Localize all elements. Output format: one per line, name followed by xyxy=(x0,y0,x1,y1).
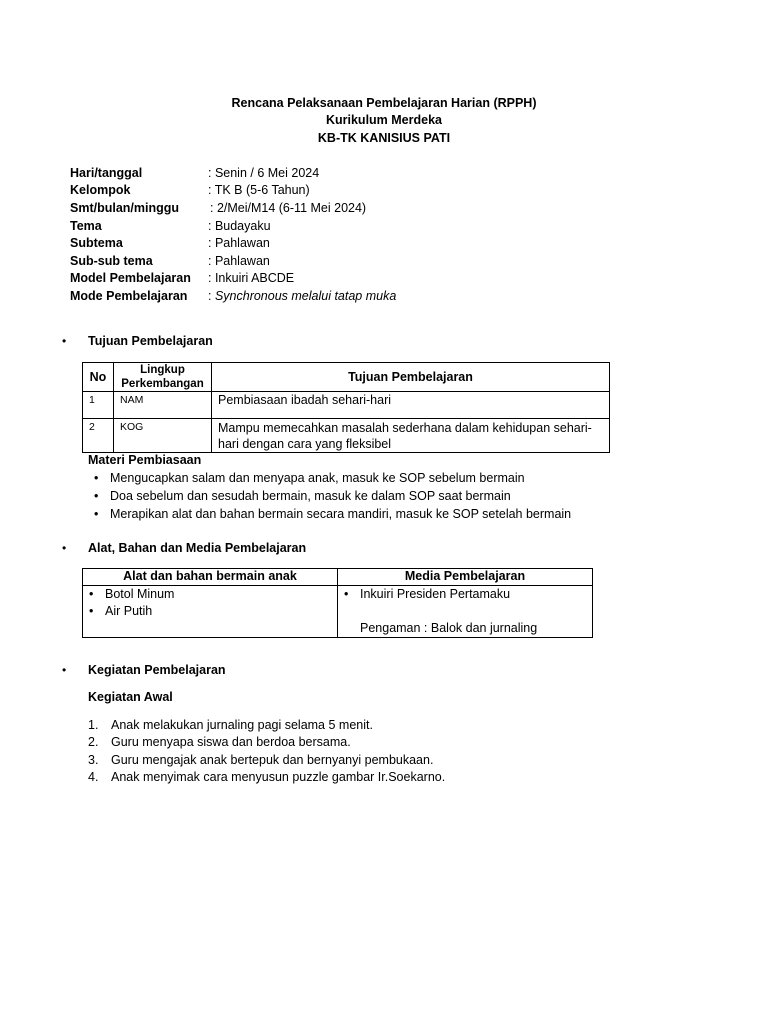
alat-header-col1: Alat dan bahan bermain anak xyxy=(83,569,338,586)
tujuan-cell-no: 2 xyxy=(83,419,114,453)
info-label-mode: Mode Pembelajaran xyxy=(70,289,188,303)
materi-list xyxy=(90,470,650,523)
alat-table xyxy=(82,568,593,638)
alat-cell-col1 xyxy=(83,586,338,638)
section-heading-alat: Alat, Bahan dan Media Pembelajaran xyxy=(88,541,307,555)
tujuan-header-no: No xyxy=(83,363,114,392)
info-value-subtema: : Pahlawan xyxy=(208,236,270,250)
tujuan-header-tujuan: Tujuan Pembelajaran xyxy=(212,363,610,392)
step-text: Guru menyapa siswa dan berdoa bersama. xyxy=(111,735,351,749)
info-value-mode-prefix: : xyxy=(208,289,215,303)
step-number: 1. xyxy=(88,718,99,732)
tujuan-table-header-row xyxy=(83,363,610,392)
section-heading-kegiatan: Kegiatan Pembelajaran xyxy=(88,663,226,677)
doc-title: Rencana Pelaksanaan Pembelajaran Harian (RPPH) xyxy=(231,96,537,110)
step-text: Guru mengajak anak bertepuk dan bernyanyi pembukaan. xyxy=(111,753,434,767)
tujuan-table xyxy=(82,362,610,453)
info-label-subtema: Subtema xyxy=(70,236,123,250)
tujuan-cell-no: 1 xyxy=(83,392,114,419)
alat-cell-col2 xyxy=(338,586,593,638)
info-label-model: Model Pembelajaran xyxy=(70,271,191,285)
tujuan-header-lingkup-line1: Lingkup xyxy=(140,364,185,376)
info-label-smt: Smt/bulan/minggu xyxy=(70,201,180,215)
table-row xyxy=(83,392,610,419)
list-item: • Merapikan alat dan bahan bermain secara mandiri, masuk ke SOP setelah bermain xyxy=(90,506,650,523)
media-note: Pengaman : Balok dan jurnaling xyxy=(360,621,538,635)
doc-subtitle-curriculum: Kurikulum Merdeka xyxy=(325,113,442,127)
info-label-tema: Tema xyxy=(70,219,102,233)
list-item: • Doa sebelum dan sesudah bermain, masuk ke dalam SOP saat bermain xyxy=(90,488,650,505)
info-value-kelompok: : TK B (5-6 Tahun) xyxy=(208,183,310,197)
bullet-icon: • xyxy=(62,334,67,348)
media-list xyxy=(340,586,586,603)
step-number: 3. xyxy=(88,753,99,767)
materi-heading: Materi Pembiasaan xyxy=(88,453,202,467)
info-label-hari: Hari/tanggal xyxy=(70,166,143,180)
list-item: • Mengucapkan salam dan menyapa anak, masuk ke SOP sebelum bermain xyxy=(90,470,650,487)
list-item: • Inkuiri Presiden Pertamaku xyxy=(340,586,586,603)
tujuan-cell-lingkup: NAM xyxy=(114,392,212,419)
tujuan-cell-lingkup: KOG xyxy=(114,419,212,453)
info-value-model: : Inkuiri ABCDE xyxy=(208,271,295,285)
info-value-subsubtema: : Pahlawan xyxy=(208,254,270,268)
info-value-smt: : 2/Mei/M14 (6-11 Mei 2024) xyxy=(210,201,367,215)
info-value-mode-italic: Synchronous melalui tatap muka xyxy=(214,289,397,303)
step-number: 4. xyxy=(88,770,99,784)
tujuan-header-lingkup xyxy=(114,363,212,392)
table-row xyxy=(83,419,610,453)
info-value-mode xyxy=(208,289,396,303)
kegiatan-awal-heading: Kegiatan Awal xyxy=(88,690,173,704)
bullet-icon: • xyxy=(62,663,67,677)
section-heading-tujuan: Tujuan Pembelajaran xyxy=(88,334,213,348)
step-text: Anak melakukan jurnaling pagi selama 5 menit. xyxy=(111,718,373,732)
info-value-hari: : Senin / 6 Mei 2024 xyxy=(208,166,320,180)
tujuan-cell-tujuan: Pembiasaan ibadah sehari-hari xyxy=(212,392,610,419)
step-number: 2. xyxy=(88,735,99,749)
list-item: • Botol Minum xyxy=(85,586,331,603)
tujuan-header-lingkup-line2: Perkembangan xyxy=(121,378,204,390)
info-value-tema: : Budayaku xyxy=(208,219,271,233)
alat-bahan-list xyxy=(85,586,331,620)
step-text: Anak menyimak cara menyusun puzzle gambar Ir.Soekarno. xyxy=(111,770,446,784)
tujuan-cell-tujuan: Mampu memecahkan masalah sederhana dalam kehidupan sehari-hari dengan cara yang fleksibel xyxy=(212,419,610,453)
info-label-subsubtema: Sub-sub tema xyxy=(70,254,153,268)
table-row xyxy=(83,586,593,638)
doc-subtitle-school: KB-TK KANISIUS PATI xyxy=(317,131,451,145)
alat-table-header-row xyxy=(83,569,593,586)
alat-header-col2: Media Pembelajaran xyxy=(338,569,593,586)
bullet-icon: • xyxy=(62,541,67,555)
list-item: • Air Putih xyxy=(85,603,331,620)
info-label-kelompok: Kelompok xyxy=(70,183,131,197)
